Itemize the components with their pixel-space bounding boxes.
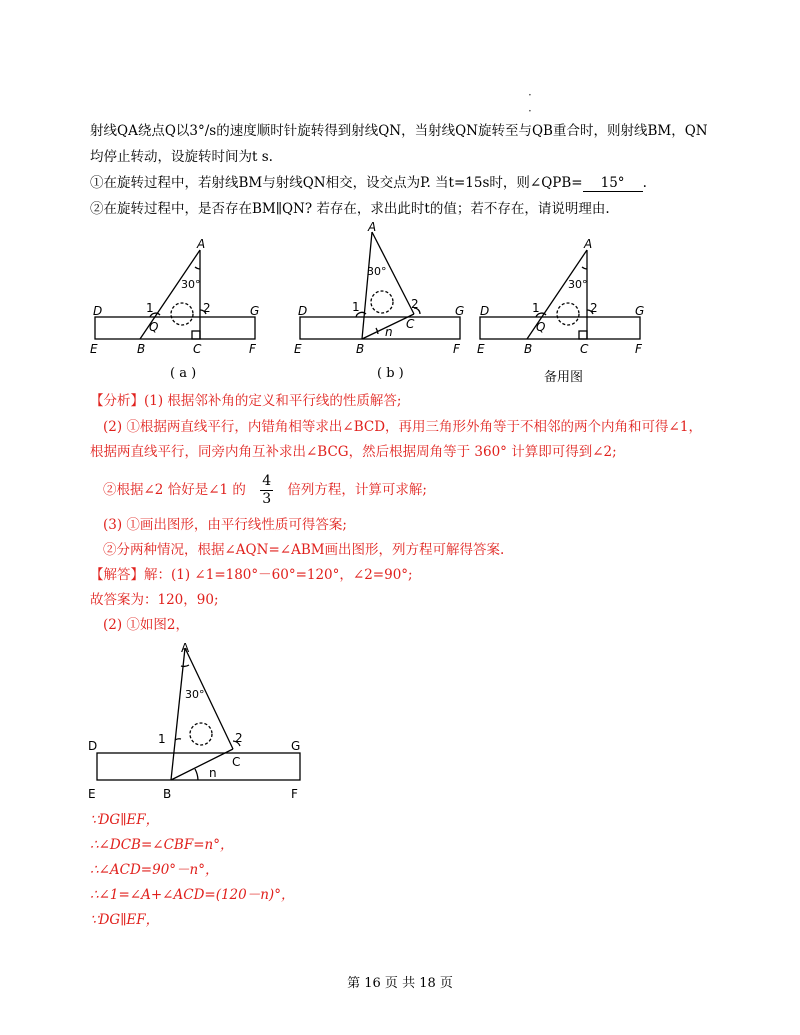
label-F: F bbox=[249, 342, 256, 356]
solution-step-5: ∵DG∥EF， bbox=[90, 912, 160, 928]
solution-step-2: ∴∠DCB=∠CBF=n°， bbox=[90, 837, 234, 853]
label-C: C bbox=[232, 755, 241, 769]
label-F: F bbox=[635, 342, 642, 356]
solution-line-3: (2) ①如图2， bbox=[103, 617, 190, 633]
fraction-denominator: 3 bbox=[262, 491, 272, 507]
figure-a bbox=[95, 250, 255, 339]
label-G: G bbox=[291, 739, 301, 753]
label-E: E bbox=[90, 342, 98, 356]
analysis-text-4b: 倍列方程，计算可求解; bbox=[287, 482, 427, 498]
label-n: n bbox=[209, 766, 217, 780]
label-C: C bbox=[580, 342, 589, 356]
analysis-line-2: (2) ①根据两直线平行，内错角相等求出∠BCD，再用三角形外角等于不相邻的两个内角和可得∠1， bbox=[103, 419, 702, 435]
problem-line-1: 射线QA绕点Q以3°/s的速度顺时针旋转得到射线QN，当射线QN旋转至与QB重合时，则射线BM，QN bbox=[90, 123, 708, 139]
analysis-line-6: ②分两种情况，根据∠AQN=∠ABM画出图形，列方程可解得答案. bbox=[103, 542, 505, 558]
label-n: n bbox=[385, 325, 393, 339]
label-A: A bbox=[368, 222, 377, 234]
analysis-line-5: (3) ①画出图形，由平行线性质可得答案; bbox=[103, 517, 347, 533]
label-G: G bbox=[250, 304, 260, 318]
label-30: 30° bbox=[367, 265, 387, 278]
label-G: G bbox=[455, 304, 465, 318]
label-B: B bbox=[137, 342, 146, 356]
label-1: 1 bbox=[158, 732, 166, 746]
solution-line-2: 故答案为：120，90; bbox=[90, 592, 219, 608]
figure-b bbox=[300, 232, 460, 339]
label-A: A bbox=[181, 641, 190, 655]
fraction-numerator: 4 bbox=[262, 473, 272, 489]
label-2: 2 bbox=[235, 731, 243, 745]
label-D: D bbox=[480, 304, 490, 318]
analysis-text-4a: ②根据∠2 恰好是∠1 的 bbox=[103, 482, 246, 498]
label-2: 2 bbox=[203, 301, 211, 315]
label-A: A bbox=[584, 237, 593, 251]
header-dot: · bbox=[528, 88, 532, 102]
question-1-answer: 15° bbox=[583, 175, 643, 192]
question-1-end: . bbox=[642, 175, 647, 191]
analysis-line-3: 根据两直线平行，同旁内角互补求出∠BCG，然后根据周角等于 360° 计算即可得到∠2; bbox=[90, 444, 617, 460]
label-D: D bbox=[298, 304, 308, 318]
fraction bbox=[260, 473, 273, 508]
header-dot: · bbox=[528, 104, 532, 118]
label-D: D bbox=[88, 739, 98, 753]
label-B: B bbox=[524, 342, 533, 356]
label-2: 2 bbox=[590, 301, 598, 315]
label-30: 30° bbox=[568, 278, 588, 291]
analysis-text-1: (1) 根据邻补角的定义和平行线的性质解答; bbox=[144, 393, 402, 409]
label-F: F bbox=[291, 787, 298, 801]
question-1 bbox=[90, 173, 647, 193]
caption-b: ( b ) bbox=[377, 366, 404, 381]
question-2: ②在旋转过程中，是否存在BM∥QN? 若存在，求出此时t的值；若不存在，请说明理由. bbox=[90, 201, 610, 217]
solution-step-1: ∵DG∥EF， bbox=[90, 812, 160, 828]
label-Q: Q bbox=[149, 320, 159, 334]
label-1: 1 bbox=[146, 301, 154, 315]
label-F: F bbox=[453, 342, 460, 356]
label-30: 30° bbox=[181, 278, 201, 291]
label-1: 1 bbox=[532, 301, 540, 315]
solution-text-1: 解：(1) ∠1=180°－60°=120°，∠2=90°; bbox=[144, 567, 413, 583]
figures-row bbox=[80, 222, 660, 362]
label-C: C bbox=[406, 317, 415, 331]
page-footer: 第 16 页 共 18 页 bbox=[347, 976, 453, 991]
solution-tag: 【解答】 bbox=[90, 567, 144, 583]
label-E: E bbox=[88, 787, 96, 801]
label-30: 30° bbox=[185, 688, 205, 701]
problem-line-2: 均停止转动，设旋转时间为t s. bbox=[90, 149, 273, 165]
question-1-text: ①在旋转过程中，若射线BM与射线QN相交，设交点为P. 当t=15s时，则∠QPB= bbox=[90, 175, 583, 191]
caption-c: 备用图 bbox=[544, 370, 584, 385]
label-C: C bbox=[193, 342, 202, 356]
caption-a: ( a ) bbox=[170, 366, 197, 381]
solution-step-3: ∴∠ACD=90°－n°， bbox=[90, 862, 219, 878]
label-1: 1 bbox=[352, 300, 360, 314]
solution-line-1 bbox=[90, 565, 413, 585]
analysis-line-4 bbox=[103, 470, 427, 510]
label-Q: Q bbox=[536, 320, 546, 334]
label-B: B bbox=[356, 342, 365, 356]
label-E: E bbox=[477, 342, 485, 356]
label-G: G bbox=[635, 304, 645, 318]
figure-2 bbox=[85, 636, 315, 806]
analysis-tag: 【分析】 bbox=[90, 393, 144, 409]
label-A: A bbox=[197, 237, 206, 251]
figure-c bbox=[480, 250, 640, 339]
solution-step-4: ∴∠1=∠A+∠ACD=(120－n)°， bbox=[90, 887, 295, 903]
label-E: E bbox=[294, 342, 302, 356]
label-2: 2 bbox=[411, 297, 419, 311]
analysis-line-1 bbox=[90, 391, 401, 411]
label-D: D bbox=[93, 304, 103, 318]
label-B: B bbox=[163, 787, 172, 801]
